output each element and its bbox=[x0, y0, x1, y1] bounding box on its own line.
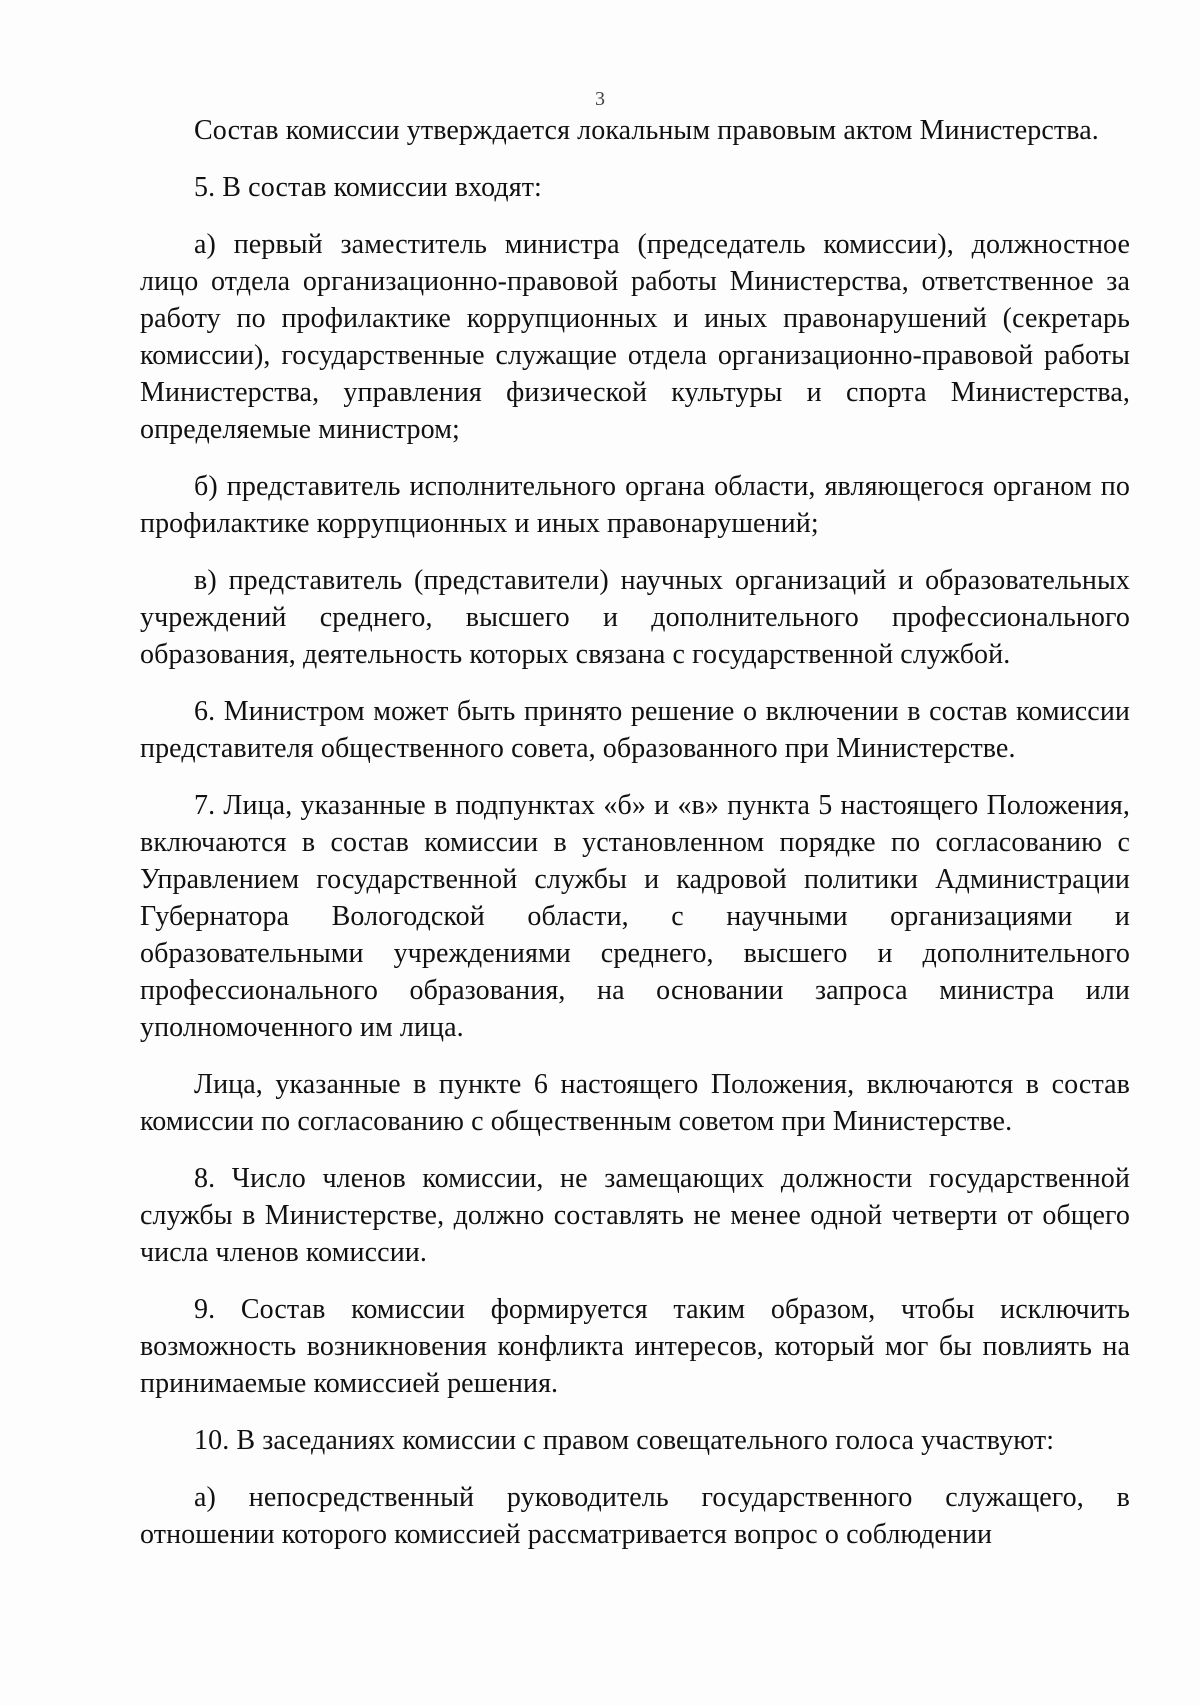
paragraph-5-heading: 5. В состав комиссии входят: bbox=[194, 172, 542, 203]
page-number: 3 bbox=[595, 88, 605, 110]
paragraph-10a: а) непосредственный руководитель государственного служащего, в отношении которого комиссией рассматривается вопрос о соблюдении bbox=[140, 1482, 1130, 1550]
paragraph-8: 8. Число членов комиссии, не замещающих должности государственной службы в Министерстве, должно составлять не менее одной четверти от общего числа членов комиссии. bbox=[140, 1163, 1130, 1268]
paragraph-7: 7. Лица, указанные в подпунктах «б» и «в» пункта 5 настоящего Положения, включаются в состав комиссии в установленном порядке по согласованию с Управлением государственной службы и кадровой политики Администрации Губернатора Вологодской области, с научными организациями и образовательными учреждениями среднего, высшего и дополнительного профессионального образования, на основании запроса министра или уполномоченного им лица. bbox=[140, 790, 1130, 1043]
paragraph-5a: а) первый заместитель министра (председатель комиссии), должностное лицо отдела организационно-правовой работы Министерства, ответственное за работу по профилактике коррупционных и иных правонарушений (секретарь комиссии), государственные служащие отдела организационно-правовой работы Министерства, управления физической культуры и спорта Министерства, определяемые министром; bbox=[140, 229, 1130, 445]
paragraph-7-continuation: Лица, указанные в пункте 6 настоящего Положения, включаются в состав комиссии по согласованию с общественным советом при Министерстве. bbox=[140, 1069, 1130, 1137]
paragraph-5v: в) представитель (представители) научных организаций и образовательных учреждений среднего, высшего и дополнительного профессионального образования, деятельность которых связана с государственной службой. bbox=[140, 565, 1130, 670]
document-body bbox=[140, 112, 1130, 1569]
paragraph-10-heading: 10. В заседаниях комиссии с правом совещательного голоса участвуют: bbox=[194, 1425, 1055, 1456]
paragraph-5b: б) представитель исполнительного органа области, являющегося органом по профилактике коррупционных и иных правонарушений; bbox=[140, 471, 1130, 539]
paragraph-commission-composition-approval: Состав комиссии утверждается локальным правовым актом Министерства. bbox=[194, 115, 1099, 146]
paragraph-6: 6. Министром может быть принято решение о включении в состав комиссии представителя общественного совета, образованного при Министерстве. bbox=[140, 696, 1130, 764]
paragraph-9: 9. Состав комиссии формируется таким образом, чтобы исключить возможность возникновения конфликта интересов, который мог бы повлиять на принимаемые комиссией решения. bbox=[140, 1294, 1130, 1399]
